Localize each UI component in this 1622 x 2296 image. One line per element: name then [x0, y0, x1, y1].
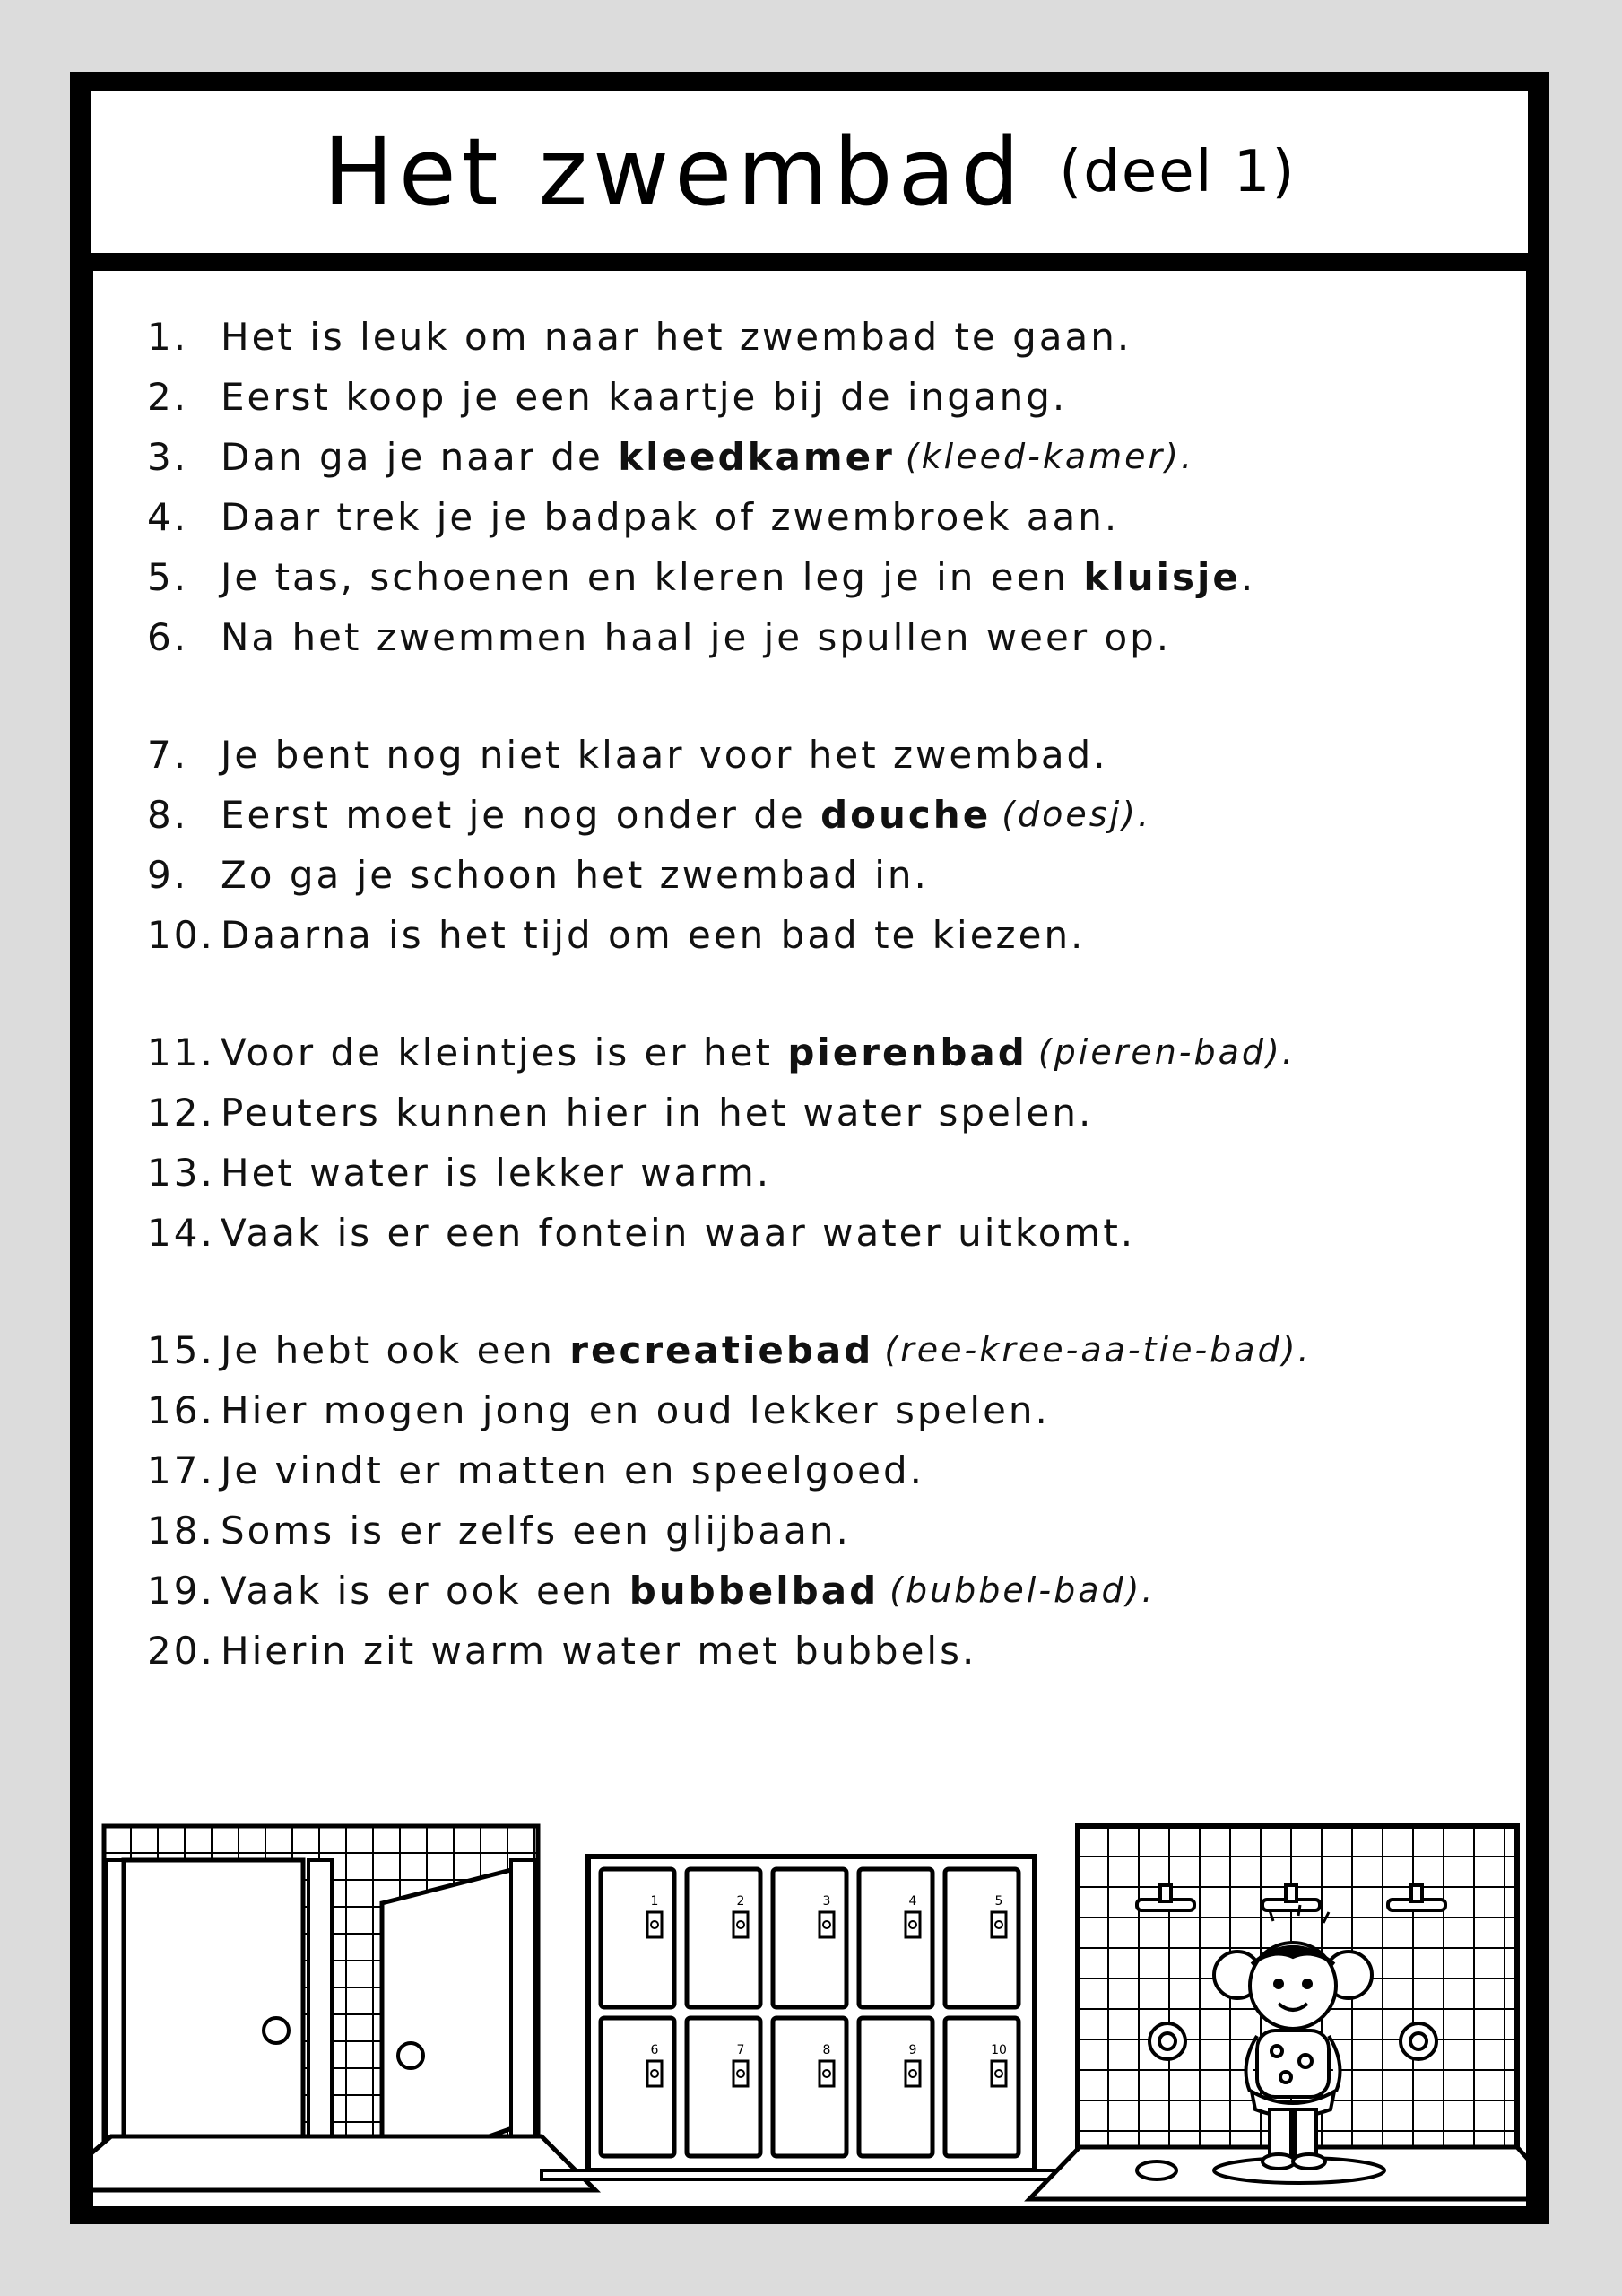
sentence-number: 8. [147, 793, 189, 837]
sentence-text: Daarna is het tijd om een bad te kiezen. [221, 913, 1086, 957]
sentence-number: 10. [147, 913, 215, 957]
sentence-number: 19. [147, 1569, 215, 1613]
keyword: kleedkamer [618, 435, 895, 479]
locker-number: 10 [991, 2043, 1007, 2057]
page-subtitle: (deel 1) [1059, 139, 1297, 205]
locker [859, 1869, 932, 2007]
keyword: recreatiebad [569, 1328, 874, 1372]
locker-number: 6 [650, 2043, 659, 2057]
sentence-tail: . [1240, 555, 1256, 599]
sentence-text: Voor de kleintjes is er het [221, 1031, 773, 1074]
sentence-number: 4. [147, 495, 189, 539]
sentence-text: Eerst koop je een kaartje bij de ingang. [221, 375, 1068, 419]
locker-number: 7 [736, 2043, 745, 2057]
sentence-text: Het water is lekker warm. [221, 1151, 772, 1195]
pronunciation-hint: (kleed-kamer). [905, 437, 1195, 476]
locker [859, 2018, 932, 2156]
locker [945, 2018, 1019, 2156]
locker-number: 3 [822, 1894, 831, 1909]
sentence-number: 7. [147, 733, 189, 777]
sentence-text: Peuters kunnen hier in het water spelen. [221, 1091, 1094, 1135]
sentence-text: Dan ga je naar de [221, 435, 603, 479]
pronunciation-hint: (bubbel-bad). [889, 1570, 1156, 1610]
sentence-number: 9. [147, 853, 189, 897]
keyword: kluisje [1083, 555, 1241, 599]
changing-cabin-illustration [93, 1826, 595, 2190]
sentence-number: 6. [147, 615, 189, 659]
sentence-number: 12. [147, 1091, 215, 1135]
sentence-number: 11. [147, 1031, 215, 1074]
sentence-text: Vaak is er een fontein waar water uitkomt. [221, 1211, 1136, 1255]
sentence-text: Je tas, schoenen en kleren leg je in een [221, 555, 1070, 599]
sentence-text: Hier mogen jong en oud lekker spelen. [221, 1388, 1050, 1432]
pronunciation-hint: (ree-kree-aa-tie-bad). [884, 1330, 1312, 1370]
locker-number: 8 [822, 2043, 831, 2057]
sentence-text: Vaak is er ook een [221, 1569, 615, 1613]
locker [687, 2018, 760, 2156]
locker-number: 5 [994, 1894, 1003, 1909]
sentence-number: 5. [147, 555, 189, 599]
locker [601, 2018, 674, 2156]
sentence-number: 14. [147, 1211, 215, 1255]
locker-number: 2 [736, 1894, 745, 1909]
locker-number: 9 [908, 2043, 917, 2057]
sentence-number: 16. [147, 1388, 215, 1432]
sentence-number: 13. [147, 1151, 215, 1195]
keyword: pierenbad [787, 1031, 1028, 1074]
sentence-text: Hierin zit warm water met bubbels. [221, 1629, 977, 1673]
shower-girl-illustration [1029, 1826, 1526, 2199]
keyword: douche [820, 793, 992, 837]
page-title: Het zwembad [323, 117, 1026, 227]
sentence-text: Je bent nog niet klaar voor het zwembad. [221, 733, 1108, 777]
sentence-text: Je hebt ook een [221, 1328, 555, 1372]
sentence-number: 17. [147, 1448, 215, 1492]
illustration-scene [93, 271, 1526, 2206]
sentence-number: 20. [147, 1629, 215, 1673]
locker-number: 4 [908, 1894, 917, 1909]
locker-number: 1 [650, 1894, 659, 1909]
locker [773, 2018, 846, 2156]
content-panel [93, 271, 1526, 2206]
sentence-number: 18. [147, 1509, 215, 1552]
sentence-text: Na het zwemmen haal je je spullen weer op. [221, 615, 1172, 659]
title-box [91, 91, 1528, 253]
drain-icon [1137, 2161, 1176, 2179]
sentence-text: Daar trek je je badpak of zwembroek aan. [221, 495, 1120, 539]
sentence-text: Soms is er zelfs een glijbaan. [221, 1509, 851, 1552]
sentence-text: Het is leuk om naar het zwembad te gaan. [221, 315, 1132, 359]
locker [945, 1869, 1019, 2007]
pronunciation-hint: (doesj). [1002, 795, 1152, 834]
locker [773, 1869, 846, 2007]
sentence-text: Je vindt er matten en speelgoed. [221, 1448, 924, 1492]
sentence-text: Zo ga je schoon het zwembad in. [221, 853, 929, 897]
lockers-illustration [542, 1857, 1080, 2179]
sentence-text: Eerst moet je nog onder de [221, 793, 806, 837]
sentence-number: 1. [147, 315, 189, 359]
locker [601, 1869, 674, 2007]
sentence-number: 2. [147, 375, 189, 419]
keyword: bubbelbad [629, 1569, 880, 1613]
locker [687, 1869, 760, 2007]
pronunciation-hint: (pieren-bad). [1037, 1032, 1296, 1072]
sentence-number: 3. [147, 435, 189, 479]
sentence-number: 15. [147, 1328, 215, 1372]
